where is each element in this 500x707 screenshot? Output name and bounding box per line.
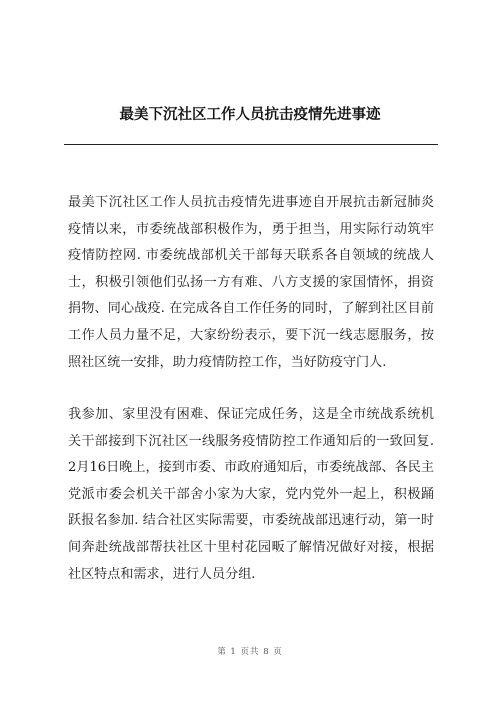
title-divider [64,144,438,145]
document-title: 最美下沉社区工作人员抗击疫情先进事迹 [119,107,381,123]
body-paragraph-1: 最美下沉社区工作人员抗击疫情先进事迹自开展抗击新冠肺炎疫情以来，市委统战部积极作为，勇于担当，用实际行动筑牢疫情防控网. 市委统战部机关干部每天联系各自领域的统战人士，积极引领他们弘扬一方有难、八方支援的家国情怀，捐资捐物、同心战疫. 在完成各自工作任务的同时，了解到社区目前工作人员力量不足，大家纷纷表示，要下沉一线志愿服务，按照社区统一安排，助力疫情防控工作，当好防疫守门人. [68,195,434,370]
body-paragraph-2: 我参加、家里没有困难、保证完成任务，这是全市统战系统机关干部接到下沉社区一线服务疫情防控工作通知后的一致回复. 2月16日晚上，接到市委、市政府通知后，市委统战部、各民主党派市委会机关干部舍小家为大家，党内党外一起上，积极踊跃报名参加. 结合社区实际需要，市委统战部迅速行动，第一时间奔赴统战部帮扶社区十里村花园畈了解情况做好对接，根据社区特点和需求，进行人员分组. [68,407,434,582]
page-number-footer: 第 1 页共 8 页 [217,647,283,657]
